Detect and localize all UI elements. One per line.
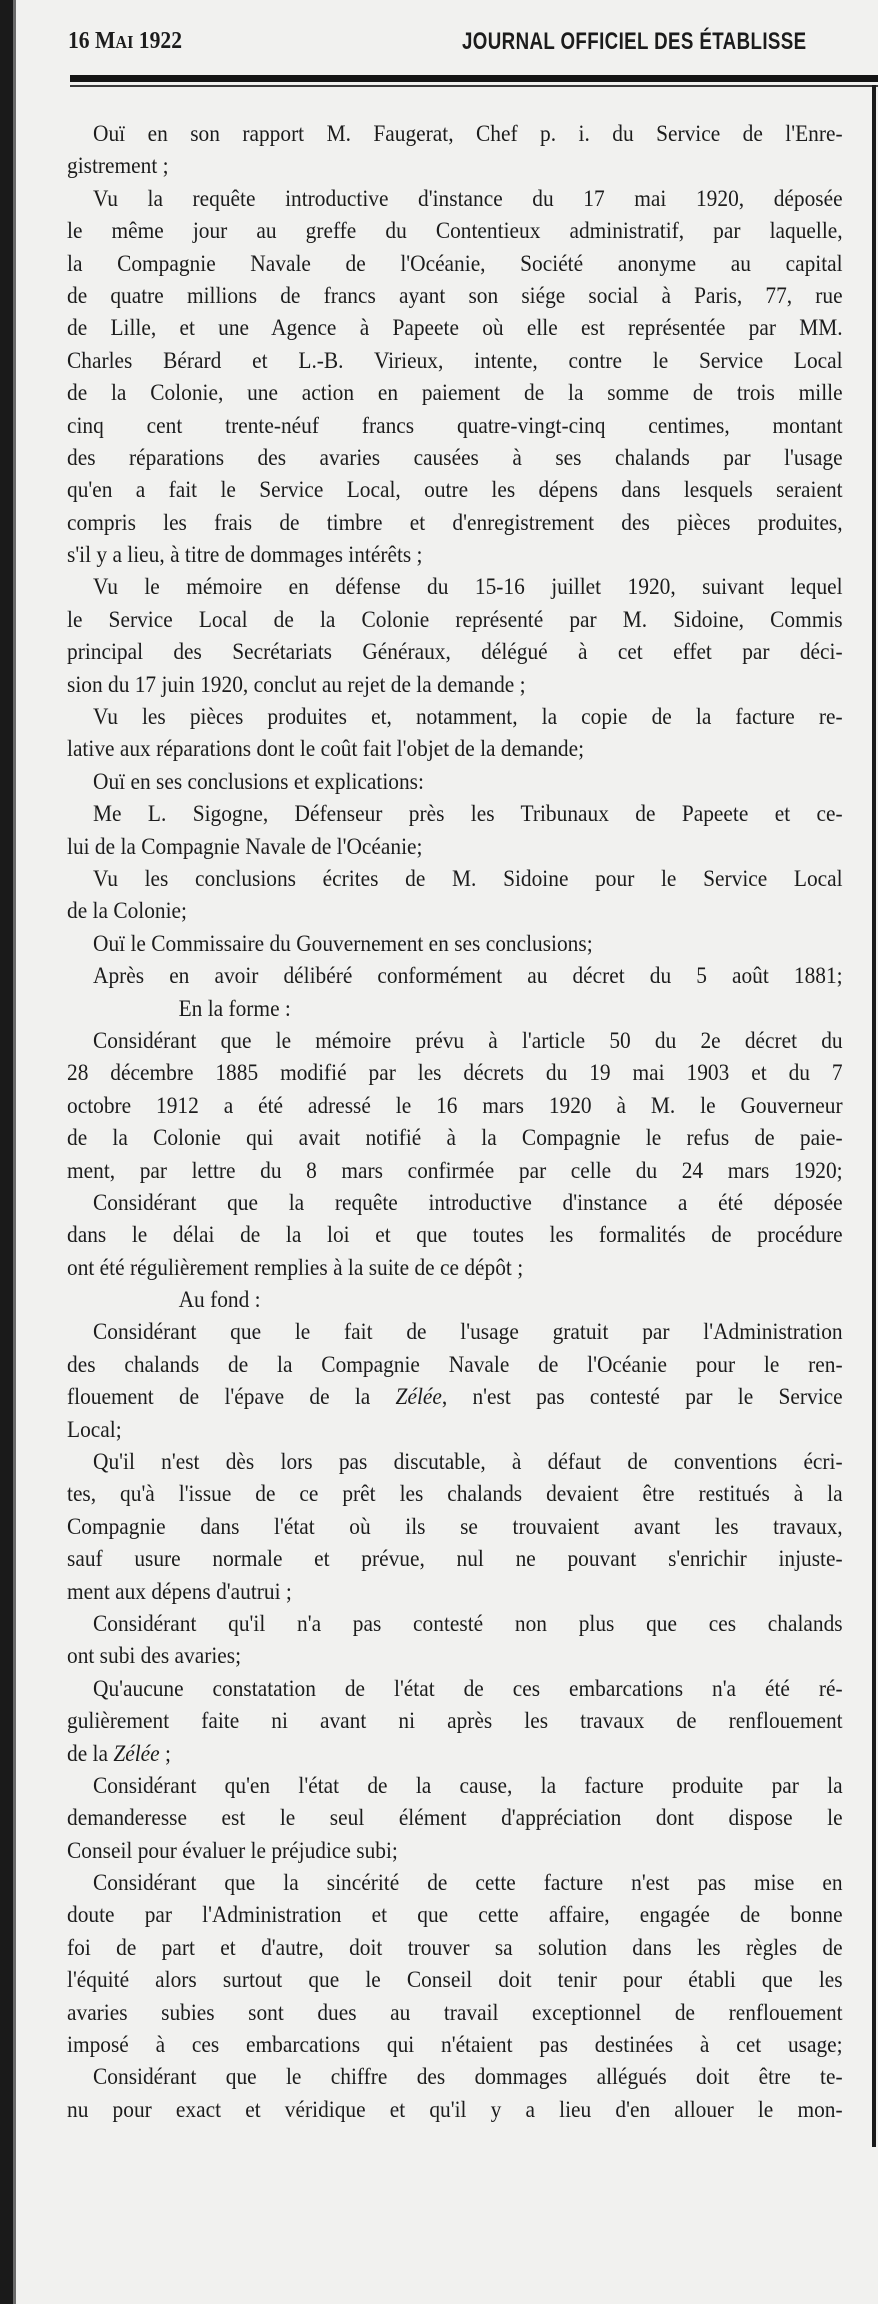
text-line: Qu'aucune constatation de l'état de ces embarcations n'a été ré-	[93, 1675, 843, 1701]
text-line: Considérant que la requête introductive d'instance a été déposée	[93, 1189, 843, 1215]
header-rule-thick	[70, 75, 878, 82]
text-line: la Compagnie Navale de l'Océanie, Société anonyme au capital	[67, 250, 843, 276]
text-line: Considérant qu'il n'a pas contesté non plus que ces chalands	[93, 1610, 843, 1636]
text-line: de la Zélée ;	[67, 1740, 171, 1766]
text-line: Vu la requête introductive d'instance du 17 mai 1920, déposée	[93, 185, 843, 211]
text-line: avaries subies sont dues au travail exceptionnel de renflouement	[67, 1999, 843, 2025]
text-line: Ouï en son rapport M. Faugerat, Chef p. i. du Service de l'Enre-	[93, 121, 843, 146]
text-line: Ouï en ses conclusions et explications:	[93, 768, 424, 794]
text-line: gulièrement faite ni avant ni après les travaux de renflouement	[67, 1708, 843, 1734]
text-line: Considérant que le fait de l'usage gratuit par l'Administration	[93, 1319, 843, 1345]
header-title: JOURNAL OFFICIEL DES ÉTABLISSE	[462, 28, 807, 55]
header-date-year: 1922	[138, 28, 183, 54]
text-line: des réparations des avaries causées à ses chalands par l'usage	[67, 444, 843, 470]
text-line: gistrement ;	[67, 153, 169, 179]
text-line: doute par l'Administration et que cette affaire, engagée de bonne	[67, 1902, 843, 1928]
text-line: lative aux réparations dont le coût fait l'objet de la demande;	[67, 736, 585, 762]
text-line: flouement de l'épave de la Zélée, n'est pas contesté par le Service	[67, 1384, 843, 1410]
text-line: Charles Bérard et L.-B. Virieux, intente, contre le Service Local	[67, 347, 843, 373]
column-border-right	[872, 85, 876, 2147]
text-line: En la forme :	[178, 995, 291, 1021]
text-line: nu pour exact et véridique et qu'il y a lieu d'en allouer le mon-	[67, 2096, 843, 2122]
text-line: Compagnie dans l'état où ils se trouvaient avant les travaux,	[67, 1513, 843, 1539]
text-line: l'équité alors surtout que le Conseil doit tenir pour établi que les	[67, 1967, 843, 1993]
text-line: Ouï le Commissaire du Gouvernement en ses conclusions;	[93, 930, 593, 956]
scan-edge-shadow	[13, 0, 16, 2304]
text-line: s'il y a lieu, à titre de dommages intérêts ;	[67, 542, 423, 568]
text-line: Vu le mémoire en défense du 15-16 juillet 1920, suivant lequel	[93, 574, 843, 600]
text-line: le Service Local de la Colonie représenté par M. Sidoine, Commis	[67, 606, 843, 632]
text-line: Conseil pour évaluer le préjudice subi;	[67, 1837, 398, 1863]
text-line: principal des Secrétariats Généraux, délégué à cet effet par déci-	[67, 639, 843, 665]
text-line: sion du 17 juin 1920, conclut au rejet de la demande ;	[67, 671, 526, 697]
text-line: compris les frais de timbre et d'enregistrement des pièces produites,	[67, 509, 843, 535]
text-line: imposé à ces embarcations qui n'étaient pas destinées à cet usage;	[67, 2032, 843, 2058]
header-date-month: MAI	[95, 28, 134, 54]
header-date-day: 16	[68, 28, 90, 54]
text-line: Vu les pièces produites et, notamment, la copie de la facture re-	[93, 704, 843, 730]
text-line: tes, qu'à l'issue de ce prêt les chalands devaient être restitués à la	[67, 1481, 843, 1507]
text-line: Considérant que le chiffre des dommages allégués doit être te-	[93, 2064, 843, 2090]
text-line: de la Colonie, une action en paiement de la somme de trois mille	[67, 380, 843, 406]
header-date	[68, 28, 182, 55]
text-line: des chalands de la Compagnie Navale de l'Océanie pour le ren-	[67, 1351, 843, 1377]
text-line: le même jour au greffe du Contentieux administratif, par laquelle,	[67, 218, 843, 244]
text-line: Considérant qu'en l'état de la cause, la facture produite par la	[93, 1772, 843, 1798]
text-line: qu'en a fait le Service Local, outre les dépens dans lesquels seraient	[67, 477, 843, 503]
text-line: Considérant que le mémoire prévu à l'article 50 du 2e décret du	[93, 1027, 843, 1053]
text-line: Me L. Sigogne, Défenseur près les Tribunaux de Papeete et ce-	[93, 801, 843, 827]
text-line: demanderesse est le seul élément d'appréciation dont dispose le	[67, 1805, 843, 1831]
text-line: 28 décembre 1885 modifié par les décrets du 19 mai 1903 et du 7	[67, 1060, 843, 1086]
text-line: Après en avoir délibéré conformément au décret du 5 août 1881;	[93, 963, 843, 989]
text-line: Au fond :	[178, 1287, 261, 1313]
text-line: ment aux dépens d'autrui ;	[67, 1578, 292, 1604]
text-line: de quatre millions de francs ayant son siége social à Paris, 77, rue	[67, 282, 843, 308]
header-rule-thin	[70, 85, 878, 87]
text-line: de Lille, et une Agence à Papeete où elle est représentée par MM.	[67, 315, 843, 341]
text-line: foi de part et d'autre, doit trouver sa solution dans les règles de	[67, 1934, 843, 1960]
scan-edge-left	[0, 0, 13, 2304]
text-line: Considérant que la sincérité de cette facture n'est pas mise en	[93, 1870, 843, 1896]
text-line: de la Colonie qui avait notifié à la Compagnie le refus de paie-	[67, 1125, 843, 1151]
text-line: ment, par lettre du 8 mars confirmée par celle du 24 mars 1920;	[67, 1157, 843, 1183]
text-line: Qu'il n'est dès lors pas discutable, à défaut de conventions écri-	[93, 1449, 843, 1475]
text-line: Local;	[67, 1416, 122, 1442]
text-line: Vu les conclusions écrites de M. Sidoine pour le Service Local	[93, 865, 843, 891]
text-line: octobre 1912 a été adressé le 16 mars 1920 à M. le Gouverneur	[67, 1092, 843, 1118]
text-line: sauf usure normale et prévue, nul ne pouvant s'enrichir injuste-	[67, 1546, 843, 1572]
text-line: dans le délai de la loi et que toutes les formalités de procédure	[67, 1222, 843, 1248]
text-line: ont subi des avaries;	[67, 1643, 242, 1669]
text-column	[67, 118, 843, 2126]
text-line: ont été régulièrement remplies à la suite de ce dépôt ;	[67, 1254, 524, 1280]
text-line: cinq cent trente-néuf francs quatre-vingt-cinq centimes, montant	[67, 412, 843, 438]
text-line: lui de la Compagnie Navale de l'Océanie;	[67, 833, 423, 859]
text-line: de la Colonie;	[67, 898, 187, 924]
